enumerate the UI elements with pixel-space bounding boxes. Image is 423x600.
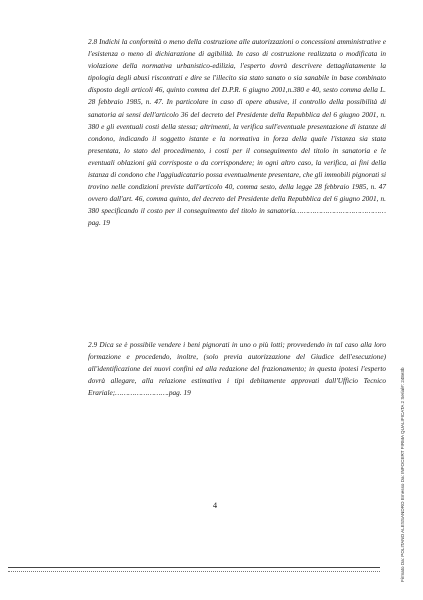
digital-signature-stamp: Firmato Da: POLITANO ALESSANDRO Emesso Da: INFOCERT FIRMA QUALIFICATA 2 Serial#: 248e3b	[400, 367, 405, 582]
paragraph-2-9: 2.9 Dica se è possibile vendere i beni pignorati in uno o più lotti; provvedendo in tal caso alla loro formazione e procedendo, inoltre, (solo previa autorizzazione del Giudice dell'esecuzione) all'identificazione dei nuovi confini ed alla redazione del frazionamento; in questa ipotesi l'esperto dovrà allegare, alla relazione estimativa i tipi debitamente approvati dall'Ufficio Tecnico Erariale;…………………….pag. 19	[88, 340, 386, 398]
footer-rule	[8, 567, 380, 568]
footer-dotted-rule	[8, 571, 380, 572]
paragraph-2-8: 2.8 Indichi la conformità o meno della costruzione alle autorizzazioni o concessioni amministrative e l'esistenza o meno di dichiarazione di agibilità. In caso di costruzione realizzata o modificata in violazione della normativa urbanistico-edilizia, l'esperto dovrà descrivere dettagliatamente la tipologia degli abusi riscontrati e dire se l'illecito sia stato sanato o sia sanabile in base combinato disposto degli articoli 46, quinto comma del D.P.R. 6 giugno 2001,n.380 e 40, sesto comma della L. 28 febbraio 1985, n. 47. In particolare in caso di opere abusive, il controllo della possibilità di sanatoria ai sensi dell'articolo 36 del decreto del Presidente della Repubblica del 6 giugno 2001, n. 380 e gli eventuali costi della stessa; altrimenti, la verifica sull'eventuale presentazione di istanze di condono, indicando il soggetto istante e la normativa in forza della quale l'istanza sia stata presentata, lo stato del procedimento, i costi per il conseguimento del titolo in sanatoria e le eventuali oblazioni già corrisposte o da corrispondere; in ogni altro caso, la verifica, ai fini della istanza di condono che l'aggiudicatario possa eventualmente presentare, che gli immobili pignorati si trovino nelle condizioni previste dall'articolo 40, comma sesto, della legge 28 febbraio 1985, n. 47 ovvero dall'art. 46, comma quinto, del decreto del Presidente della Repubblica del 6 giugno 2001, n. 380 specificando il costo per il conseguimento del titolo in sanatoria……………………………………pag. 19	[88, 37, 386, 228]
page-number: 4	[212, 500, 218, 510]
